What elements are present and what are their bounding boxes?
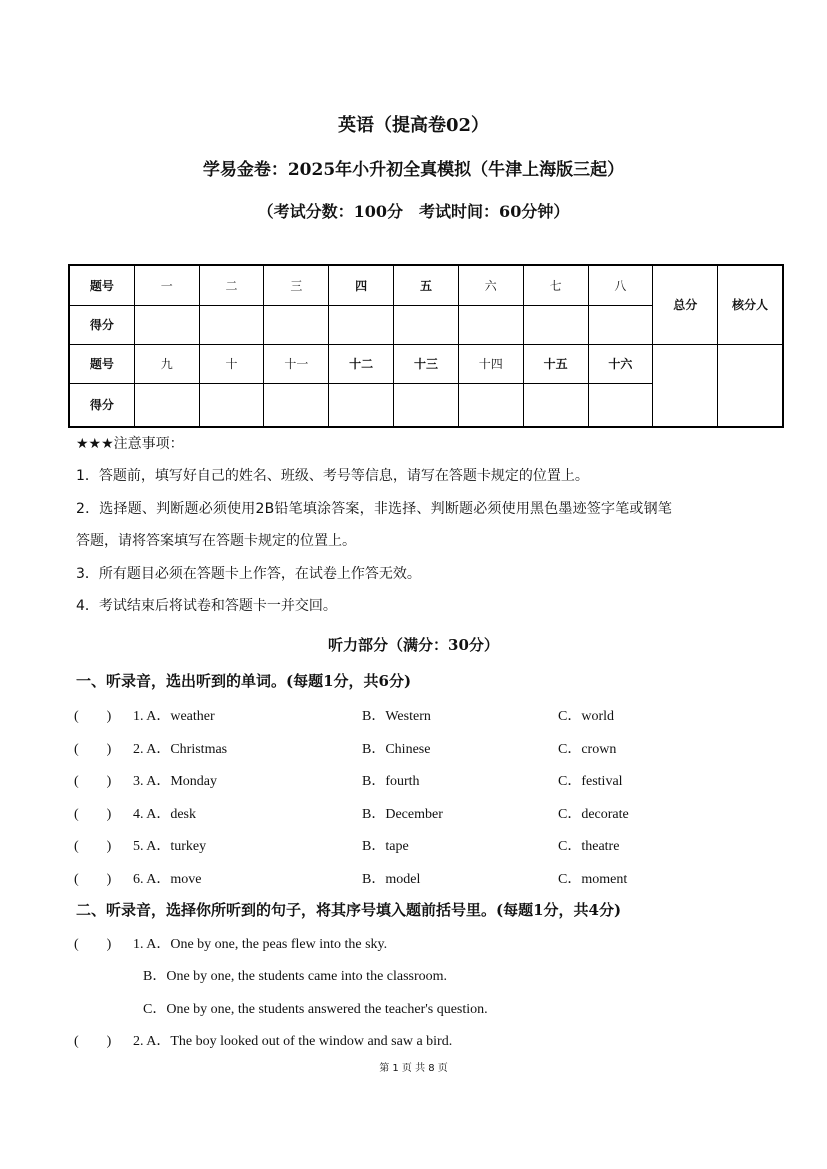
question-number: 十五 bbox=[523, 344, 588, 383]
option-c: C．moment bbox=[558, 872, 628, 887]
score-cell[interactable] bbox=[523, 383, 588, 427]
note-item: 答题，请将答案填写在答题卡规定的位置上。 bbox=[76, 533, 356, 549]
score-cell[interactable] bbox=[134, 383, 199, 427]
answer-bracket[interactable]: ( ) bbox=[74, 839, 112, 855]
option-c: C．theatre bbox=[558, 839, 620, 855]
section1-title: 一、听录音，选出听到的单词。(每题1分，共6分) bbox=[76, 672, 412, 690]
answer-bracket[interactable]: ( ) bbox=[74, 1034, 112, 1049]
question-number: 十二 bbox=[329, 344, 394, 383]
row-label: 得分 bbox=[69, 383, 134, 427]
score-table bbox=[68, 264, 784, 428]
page-footer: 第 1 页 共 8 页 bbox=[379, 1063, 448, 1074]
answer-bracket[interactable]: ( ) bbox=[74, 774, 112, 790]
notes-header: ★★★注意事项： bbox=[76, 436, 184, 452]
score-cell[interactable] bbox=[199, 383, 264, 427]
option-b: B．Chinese bbox=[362, 741, 431, 757]
checker-cell[interactable] bbox=[718, 344, 783, 427]
question-number: 十 bbox=[199, 344, 264, 383]
question-number: 九 bbox=[134, 344, 199, 383]
question-number: 八 bbox=[588, 265, 653, 305]
option-b: B．fourth bbox=[362, 774, 420, 790]
score-cell[interactable] bbox=[134, 305, 199, 344]
question-number: 五 bbox=[394, 265, 459, 305]
question-number: 十六 bbox=[588, 344, 653, 383]
score-cell[interactable] bbox=[394, 305, 459, 344]
option-c: C．crown bbox=[558, 741, 617, 757]
option-c: C．world bbox=[558, 709, 614, 724]
answer-bracket[interactable]: ( ) bbox=[74, 937, 112, 952]
question-number: 二 bbox=[199, 265, 264, 305]
answer-bracket[interactable]: ( ) bbox=[74, 806, 112, 822]
option-a: 3. A．Monday bbox=[133, 774, 217, 790]
question-number: 七 bbox=[523, 265, 588, 305]
answer-bracket[interactable]: ( ) bbox=[74, 872, 112, 887]
score-cell[interactable] bbox=[588, 305, 653, 344]
score-cell[interactable] bbox=[264, 383, 329, 427]
option-c: C．One by one, the students answered the teacher's question. bbox=[143, 1002, 488, 1017]
question-number: 六 bbox=[458, 265, 523, 305]
total-cell[interactable] bbox=[653, 344, 718, 427]
option-c: C．decorate bbox=[558, 806, 629, 822]
listening-title: 听力部分（满分：30分） bbox=[328, 636, 499, 654]
page-title: 英语（提高卷02） bbox=[337, 115, 490, 136]
question-number: 四 bbox=[329, 265, 394, 305]
question-number: 十四 bbox=[458, 344, 523, 383]
row-label: 题号 bbox=[69, 344, 134, 383]
option-b: B．model bbox=[362, 872, 421, 887]
option-a: 2. A．The boy looked out of the window and saw a bird. bbox=[133, 1034, 453, 1049]
answer-bracket[interactable]: ( ) bbox=[74, 709, 112, 724]
checker-header: 核分人 bbox=[718, 265, 783, 344]
option-a: 2. A．Christmas bbox=[133, 741, 228, 757]
note-item: 3．所有题目必须在答题卡上作答，在试卷上作答无效。 bbox=[76, 566, 421, 582]
row-label: 得分 bbox=[69, 305, 134, 344]
option-a: 4. A．desk bbox=[133, 806, 196, 822]
page-subtitle: 学易金卷：2025年小升初全真模拟（牛津上海版三起） bbox=[202, 160, 625, 180]
question-number: 一 bbox=[134, 265, 199, 305]
option-a: 6. A．move bbox=[133, 872, 202, 887]
question-number: 十三 bbox=[394, 344, 459, 383]
score-cell[interactable] bbox=[458, 383, 523, 427]
option-a: 1. A．weather bbox=[133, 709, 215, 724]
option-c: C．festival bbox=[558, 774, 623, 790]
score-cell[interactable] bbox=[264, 305, 329, 344]
option-a: 1. A．One by one, the peas flew into the sky. bbox=[133, 937, 388, 952]
score-cell[interactable] bbox=[523, 305, 588, 344]
score-cell[interactable] bbox=[329, 305, 394, 344]
option-b: B．One by one, the students came into the classroom. bbox=[143, 969, 448, 984]
score-cell[interactable] bbox=[588, 383, 653, 427]
total-header: 总分 bbox=[653, 265, 718, 344]
score-cell[interactable] bbox=[394, 383, 459, 427]
note-item: 1．答题前，填写好自己的姓名、班级、考号等信息，请写在答题卡规定的位置上。 bbox=[76, 468, 589, 484]
option-a: 5. A．turkey bbox=[133, 839, 207, 855]
note-item: 4．考试结束后将试卷和答题卡一并交回。 bbox=[76, 598, 337, 614]
score-cell[interactable] bbox=[199, 305, 264, 344]
row-label: 题号 bbox=[69, 265, 134, 305]
score-cell[interactable] bbox=[458, 305, 523, 344]
option-b: B．tape bbox=[362, 839, 409, 855]
score-cell[interactable] bbox=[329, 383, 394, 427]
answer-bracket[interactable]: ( ) bbox=[74, 741, 112, 757]
note-item: 2．选择题、判断题必须使用2B铅笔填涂答案，非选择、判断题必须使用黑色墨迹签字笔或钢笔 bbox=[76, 501, 673, 517]
question-number: 三 bbox=[264, 265, 329, 305]
option-b: B．December bbox=[362, 806, 443, 822]
option-b: B．Western bbox=[362, 709, 431, 724]
exam-info: （考试分数：100分 考试时间：60分钟） bbox=[257, 202, 570, 221]
question-number: 十一 bbox=[264, 344, 329, 383]
section2-title: 二、听录音，选择你所听到的句子，将其序号填入题前括号里。(每题1分，共4分) bbox=[76, 901, 622, 919]
